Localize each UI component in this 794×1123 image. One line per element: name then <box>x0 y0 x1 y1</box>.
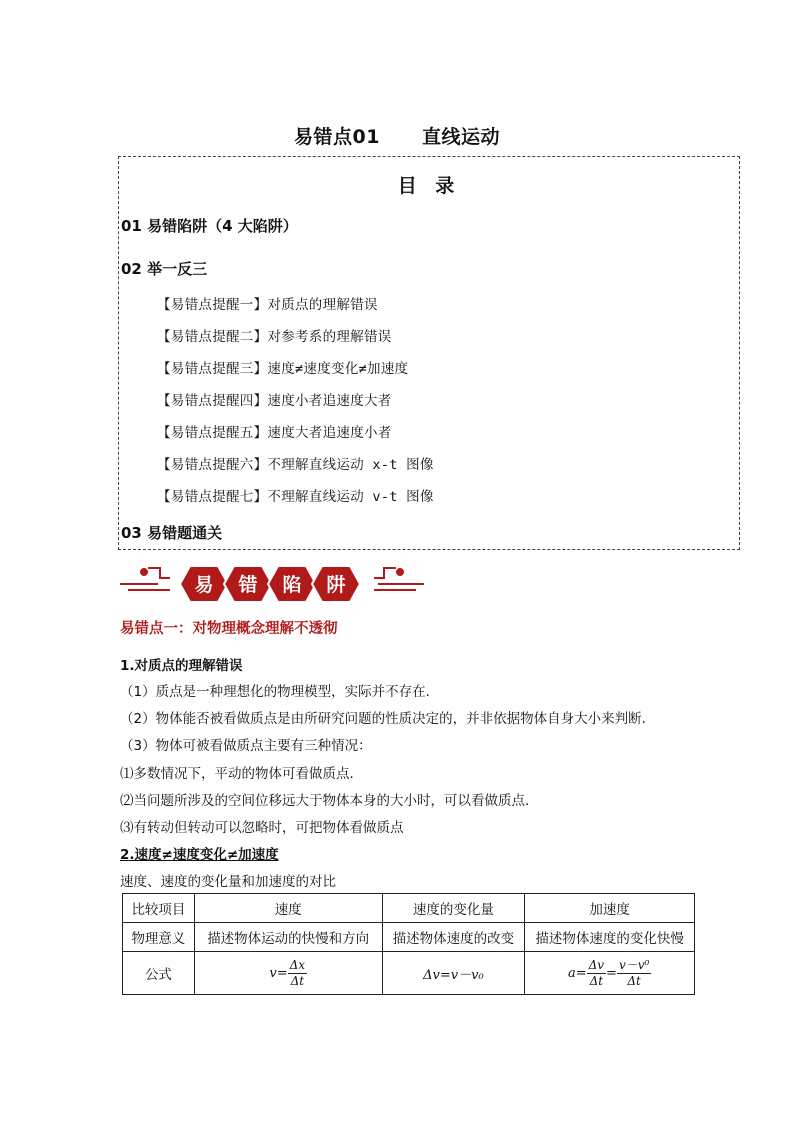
fraction-numerator: Δx <box>289 957 306 972</box>
banner-left-ornament <box>120 568 170 590</box>
acceleration-formula <box>525 952 695 995</box>
table-cell: 描述物体速度的改变 <box>382 923 525 952</box>
toc-item-3[interactable]: 【易错点提醒三】速度≠速度变化≠加速度 <box>157 361 409 377</box>
toc-section-2[interactable]: 02 举一反三 <box>121 260 208 278</box>
banner-char-4: 阱 <box>326 574 346 596</box>
section-heading: 易错点一：对物理概念理解不透彻 <box>120 621 338 637</box>
paragraph-2: （2）物体能否被看做质点是由所研究问题的性质决定的，并非依据物体自身大小来判断． <box>120 711 656 727</box>
toc-item-6[interactable]: 【易错点提醒六】不理解直线运动 x-t 图像 <box>157 457 434 473</box>
toc-item-2[interactable]: 【易错点提醒二】对参考系的理解错误 <box>157 329 392 345</box>
paragraph-3: （3）物体可被看做质点主要有三种情况： <box>120 738 372 754</box>
paragraph-7: 速度、速度的变化量和加速度的对比 <box>120 874 336 890</box>
formula-lhs: v= <box>269 965 288 981</box>
fraction-denominator: Δt <box>290 973 305 988</box>
velocity-change-formula <box>382 952 525 995</box>
table-cell: 公式 <box>123 952 195 995</box>
fraction <box>587 958 606 989</box>
subheading-velocity: 2.速度≠速度变化≠加速度 <box>120 847 279 863</box>
title-topic-name: 直线运动 <box>421 126 500 148</box>
banner-char-1: 易 <box>194 574 214 596</box>
paragraph-5: ⑵当问题所涉及的空间位移远大于物体本身的大小时，可以看做质点． <box>120 793 539 809</box>
banner-char-2: 错 <box>238 574 258 596</box>
velocity-formula <box>194 952 382 995</box>
fraction-numerator: v－v⁰ <box>618 957 650 972</box>
fraction-numerator: Δv <box>588 957 605 972</box>
banner-char-3: 陷 <box>282 574 302 596</box>
fraction <box>288 958 307 989</box>
comparison-table <box>122 893 695 995</box>
fraction-denominator: Δt <box>627 973 641 988</box>
table-header-cell: 速度 <box>194 894 382 923</box>
title-topic-number: 易错点01 <box>294 126 380 148</box>
table-row <box>123 894 695 923</box>
toc-item-4[interactable]: 【易错点提醒四】速度小者追速度大者 <box>157 393 392 409</box>
page-title <box>0 122 794 149</box>
table-header-cell: 加速度 <box>525 894 695 923</box>
toc-section-3[interactable]: 03 易错题通关 <box>121 524 223 542</box>
toc-section-1[interactable]: 01 易错陷阱（4 大陷阱） <box>121 217 298 235</box>
toc-item-5[interactable]: 【易错点提醒五】速度大者追速度小者 <box>157 425 392 441</box>
toc-item-1[interactable]: 【易错点提醒一】对质点的理解错误 <box>157 297 378 313</box>
subheading-particle: 1.对质点的理解错误 <box>120 658 243 674</box>
banner-right-ornament <box>374 568 424 590</box>
formula-lhs: a= <box>567 965 587 981</box>
table-header-cell: 比较项目 <box>123 894 195 923</box>
formula-equals: = <box>606 965 617 981</box>
paragraph-6: ⑶有转动但转动可以忽略时，可把物体看做质点 <box>120 820 404 836</box>
table-header-cell: 速度的变化量 <box>382 894 525 923</box>
table-row <box>123 952 695 995</box>
table-row <box>123 923 695 952</box>
table-of-contents <box>118 156 740 550</box>
paragraph-1: （1）质点是一种理想化的物理模型，实际并不存在． <box>120 684 440 700</box>
toc-item-7[interactable]: 【易错点提醒七】不理解直线运动 v-t 图像 <box>157 489 434 505</box>
pitfall-banner <box>118 558 428 610</box>
formula-text: Δv=v－v₀ <box>423 967 484 983</box>
table-cell: 物理意义 <box>123 923 195 952</box>
toc-heading: 目 录 <box>397 175 461 197</box>
paragraph-4: ⑴多数情况下，平动的物体可看做质点． <box>120 766 363 782</box>
table-cell: 描述物体运动的快慢和方向 <box>194 923 382 952</box>
fraction <box>617 958 651 989</box>
fraction-denominator: Δt <box>589 973 604 988</box>
table-cell: 描述物体速度的变化快慢 <box>525 923 695 952</box>
